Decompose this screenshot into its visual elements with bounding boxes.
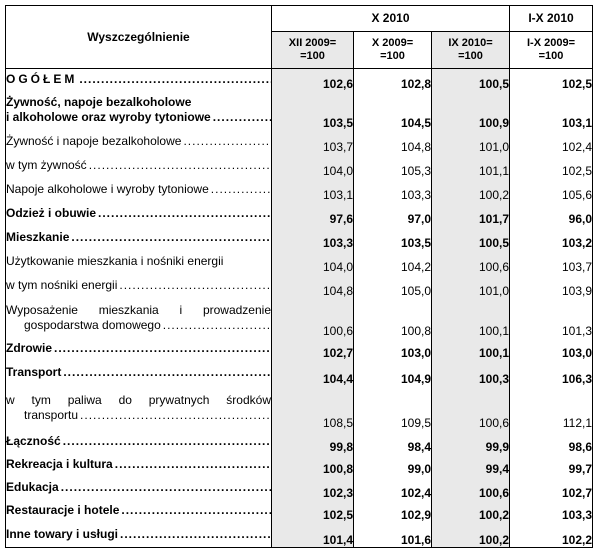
- table-row: [6, 250, 593, 274]
- row-label: [6, 522, 272, 548]
- row-label-text: w tym żywność: [6, 158, 87, 172]
- header-group-i-x-2010: I-X 2010: [510, 6, 593, 32]
- row-value: 104,8: [272, 274, 354, 298]
- row-value: 99,0: [354, 454, 432, 476]
- row-value: 102,5: [510, 69, 593, 91]
- row-value: 103,1: [272, 178, 354, 202]
- header-col-ix-2010: [432, 32, 510, 69]
- row-value: 100,9: [432, 91, 510, 130]
- table-row: [6, 522, 593, 548]
- row-label: [6, 360, 272, 386]
- table-row: [6, 386, 593, 430]
- table-row: [6, 454, 593, 476]
- table-row: [6, 430, 593, 454]
- row-value: 103,2: [510, 226, 593, 250]
- row-label: [6, 338, 272, 360]
- row-label-text: Rekreacja i kultura: [6, 457, 113, 471]
- header-col-ix-2010-label: IX 2010= =100: [448, 37, 493, 62]
- row-value: 104,5: [354, 91, 432, 130]
- row-value: 101,1: [432, 154, 510, 178]
- row-value: 103,0: [510, 338, 593, 360]
- row-value: 103,5: [272, 91, 354, 130]
- row-value: 100,6: [432, 250, 510, 274]
- table-row: [6, 274, 593, 298]
- row-label-text: Odzież i obuwie: [6, 206, 97, 220]
- row-label-line2: transportu: [24, 407, 79, 422]
- header-col-xii-2009-label: XII 2009= =100: [288, 37, 337, 62]
- row-label-text: Żywność i napoje bezalkoholowe: [6, 134, 182, 148]
- row-value: 100,1: [432, 338, 510, 360]
- row-label-text: w tym nośniki energii: [6, 278, 118, 292]
- row-value: 100,6: [432, 476, 510, 500]
- table-row: [6, 226, 593, 250]
- table-row: [6, 500, 593, 522]
- table-row: [6, 360, 593, 386]
- row-value: 103,5: [354, 226, 432, 250]
- row-value: 99,4: [432, 454, 510, 476]
- header-col-x-2009: [354, 32, 432, 69]
- table-row: [6, 91, 593, 130]
- row-value: 103,3: [272, 226, 354, 250]
- table-row: [6, 154, 593, 178]
- row-label: [6, 250, 272, 274]
- row-label-text: Łączność: [6, 434, 61, 448]
- row-value: 101,4: [272, 522, 354, 548]
- row-value: 104,0: [272, 154, 354, 178]
- row-value: 109,5: [354, 386, 432, 430]
- row-value: 102,4: [510, 130, 593, 154]
- header-col-i-x-2009: [510, 32, 593, 69]
- row-value: 101,6: [354, 522, 432, 548]
- row-value: 99,8: [272, 430, 354, 454]
- header-group-x-2010: X 2010: [272, 6, 510, 32]
- row-value: 104,9: [354, 360, 432, 386]
- row-value: 102,4: [354, 476, 432, 500]
- row-value: 100,1: [432, 298, 510, 338]
- row-value: 102,6: [272, 69, 354, 91]
- row-label: [6, 500, 272, 522]
- row-label-line1: w tym paliwa do prywatnych środków: [6, 392, 271, 407]
- table-row: [6, 298, 593, 338]
- header-wyszczegolnienie: Wyszczególnienie: [6, 6, 272, 69]
- row-label-text: Transport: [6, 365, 62, 379]
- row-value: 104,0: [272, 250, 354, 274]
- table-row: [6, 338, 593, 360]
- row-label-text: Napoje alkoholowe i wyroby tytoniowe: [6, 182, 209, 196]
- row-value: 102,3: [272, 476, 354, 500]
- row-value: 112,1: [510, 386, 593, 430]
- table-row: [6, 69, 593, 91]
- table-row: [6, 476, 593, 500]
- row-label: [6, 178, 272, 202]
- row-label-text: OGÓŁEM: [6, 72, 78, 87]
- row-label: [6, 386, 272, 430]
- row-value: 102,7: [510, 476, 593, 500]
- row-value: 101,0: [432, 130, 510, 154]
- row-value: 100,5: [432, 69, 510, 91]
- row-value: 97,6: [272, 202, 354, 226]
- row-value: 104,4: [272, 360, 354, 386]
- row-value: 98,4: [354, 430, 432, 454]
- header-col-xii-2009: [272, 32, 354, 69]
- row-label: [6, 69, 272, 91]
- row-value: 100,6: [272, 298, 354, 338]
- row-value: 100,6: [432, 386, 510, 430]
- header-col-x-2009-label: X 2009= =100: [371, 37, 414, 62]
- row-value: 103,1: [510, 91, 593, 130]
- row-value: 103,7: [272, 130, 354, 154]
- row-value: 102,7: [272, 338, 354, 360]
- row-value: 102,5: [272, 500, 354, 522]
- row-label-line2: gospodarstwa domowego: [24, 317, 161, 332]
- row-value: 104,8: [354, 130, 432, 154]
- row-label: [6, 226, 272, 250]
- row-label-line1: Żywność, napoje bezalkoholowe: [6, 95, 192, 109]
- row-label-line1: Wyposażenie mieszkania i prowadzenie: [6, 302, 271, 317]
- row-value: 106,3: [510, 360, 593, 386]
- row-value: 105,6: [510, 178, 593, 202]
- row-value: 108,5: [272, 386, 354, 430]
- row-label-text: Mieszkanie: [6, 230, 70, 244]
- row-label: [6, 202, 272, 226]
- row-label-text: Użytkowanie mieszkania i nośniki energii: [6, 254, 224, 268]
- row-label: [6, 430, 272, 454]
- row-label-line2: i alkoholowe oraz wyroby tytoniowe: [6, 110, 211, 124]
- header-col-i-x-2009-label: I-X 2009= =100: [526, 37, 575, 62]
- row-label-text: Restauracje i hotele: [6, 503, 120, 517]
- table-row: [6, 130, 593, 154]
- row-value: 102,8: [354, 69, 432, 91]
- row-label-text: Zdrowie: [6, 341, 53, 355]
- row-value: 102,5: [510, 154, 593, 178]
- row-value: 105,3: [354, 154, 432, 178]
- row-value: 102,2: [510, 522, 593, 548]
- row-value: 105,0: [354, 274, 432, 298]
- row-value: 100,8: [272, 454, 354, 476]
- row-value: 103,7: [510, 250, 593, 274]
- row-value: 100,2: [432, 500, 510, 522]
- row-value: 100,5: [432, 226, 510, 250]
- row-value: 103,0: [354, 338, 432, 360]
- row-value: 102,9: [354, 500, 432, 522]
- row-value: 101,0: [432, 274, 510, 298]
- row-value: 98,6: [510, 430, 593, 454]
- row-label: [6, 91, 272, 130]
- row-value: 101,3: [510, 298, 593, 338]
- row-value: 99,9: [432, 430, 510, 454]
- row-label-text: Edukacja: [6, 480, 59, 494]
- row-label: [6, 274, 272, 298]
- row-label: [6, 130, 272, 154]
- row-value: 100,2: [432, 522, 510, 548]
- row-value: 99,7: [510, 454, 593, 476]
- row-label: [6, 298, 272, 338]
- row-value: 96,0: [510, 202, 593, 226]
- row-label: [6, 154, 272, 178]
- price-index-table: [5, 5, 593, 548]
- row-value: 100,8: [354, 298, 432, 338]
- row-value: 100,2: [432, 178, 510, 202]
- row-label: [6, 476, 272, 500]
- row-value: 103,3: [354, 178, 432, 202]
- row-label: [6, 454, 272, 476]
- row-value: 103,9: [510, 274, 593, 298]
- row-value: 97,0: [354, 202, 432, 226]
- row-value: 104,2: [354, 250, 432, 274]
- row-value: 100,3: [432, 360, 510, 386]
- row-label-text: Inne towary i usługi: [6, 526, 119, 541]
- row-value: 101,7: [432, 202, 510, 226]
- row-value: 103,3: [510, 500, 593, 522]
- table-row: [6, 178, 593, 202]
- table-row: [6, 202, 593, 226]
